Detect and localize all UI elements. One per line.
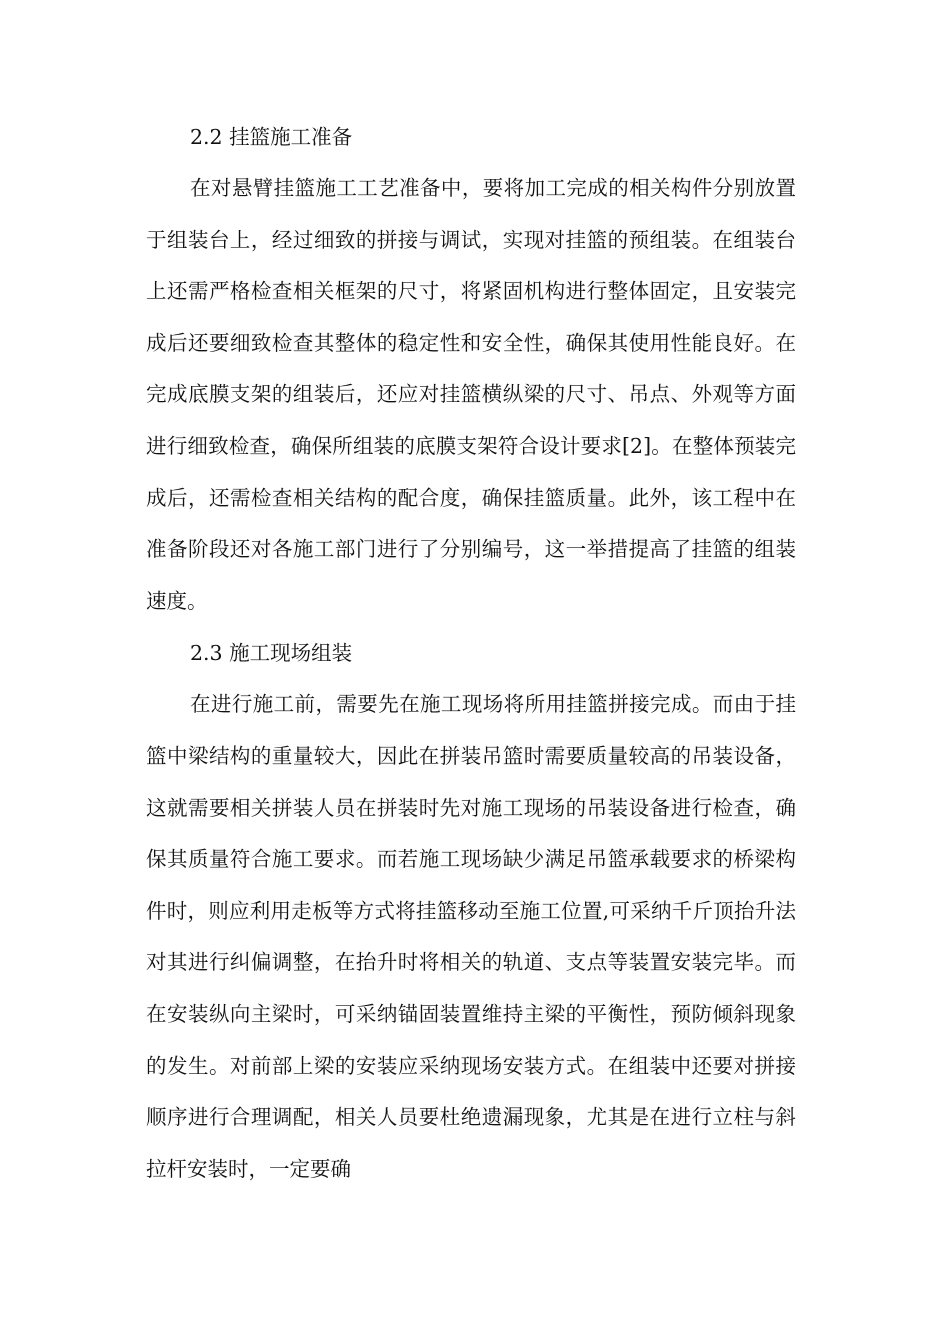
- section-paragraph-2-2: 在对悬臂挂篮施工工艺准备中，要将加工完成的相关构件分别放置于组装台上，经过细致的拼接与调试，实现对挂篮的预组装。在组装台上还需严格检查相关框架的尺寸，将紧固机构进行整体固定，且安装完成后还要细致检查其整体的稳定性和安全性，确保其使用性能良好。在完成底膜支架的组装后，还应对挂篮横纵梁的尺寸、吊点、外观等方面进行细致检查，确保所组装的底膜支架符合设计要求[2]。在整体预装完成后，还需检查相关结构的配合度，确保挂篮质量。此外，该工程中在准备阶段还对各施工部门进行了分别编号，这一举措提高了挂篮的组装速度。: [146, 176, 796, 613]
- document-body: [146, 111, 796, 1195]
- section-paragraph-2-3: 在进行施工前，需要先在施工现场将所用挂篮拼接完成。而由于挂篮中梁结构的重量较大，因此在拼装吊篮时需要质量较高的吊装设备，这就需要相关拼装人员在拼装时先对施工现场的吊装设备进行检查，确保其质量符合施工要求。而若施工现场缺少满足吊篮承载要求的桥梁构件时，则应利用走板等方式将挂篮移动至施工位置,可采纳千斤顶抬升法对其进行纠偏调整，在抬升时将相关的轨道、支点等装置安装完毕。而在安装纵向主梁时，可采纳锚固装置维持主梁的平衡性，预防倾斜现象的发生。对前部上梁的安装应采纳现场安装方式。在组装中还要对拼接顺序进行合理调配，相关人员要杜绝遗漏现象，尤其是在进行立柱与斜拉杆安装时，一定要确: [146, 692, 796, 1181]
- section-heading-2-2: 2.2 挂篮施工准备: [190, 125, 353, 149]
- section-heading-2-3: 2.3 施工现场组装: [190, 641, 353, 666]
